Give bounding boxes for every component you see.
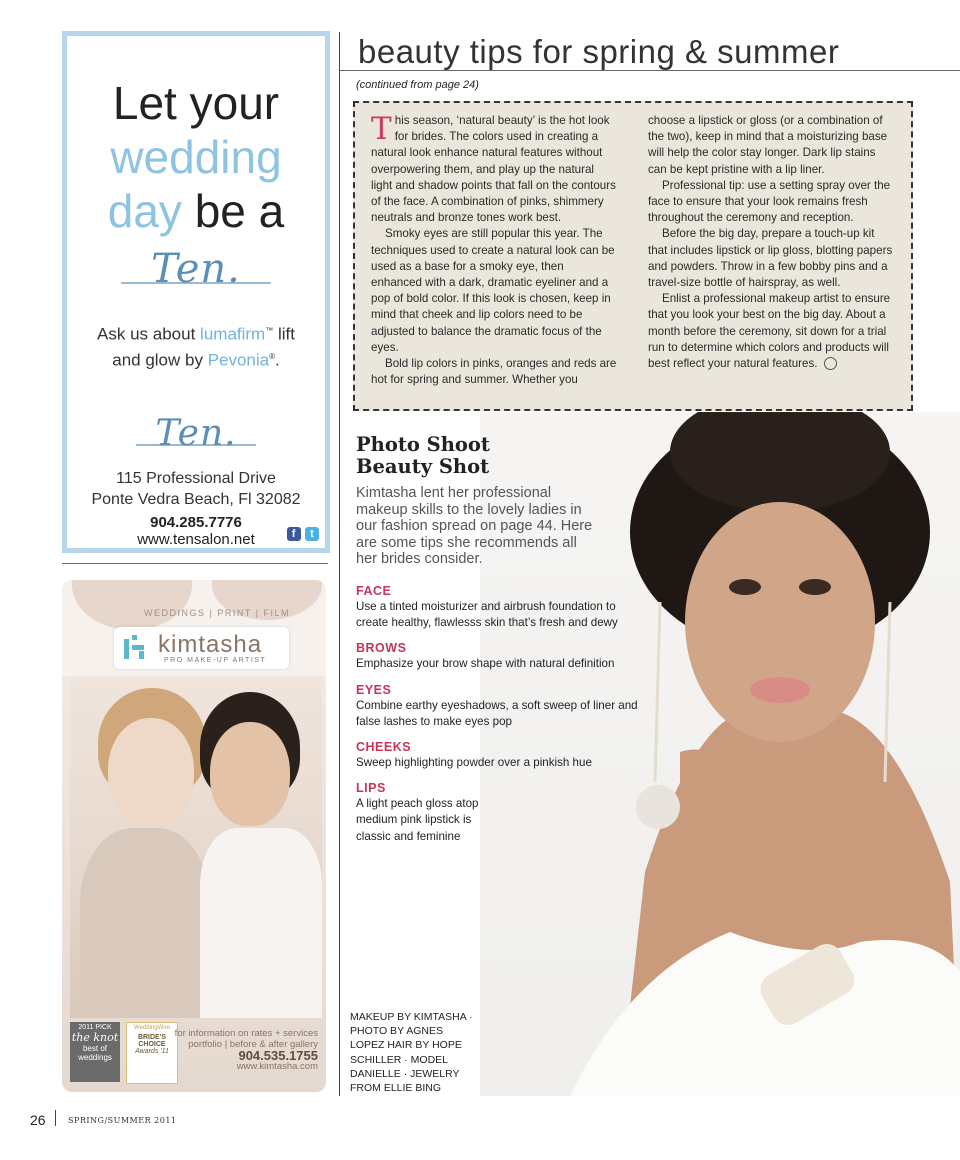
ten-ad-ask: Ask us about lumafirm™ lift and glow by Pevonia®.	[97, 324, 295, 370]
photo-credits: MAKEUP BY KIMTASHA · PHOTO BY AGNES LOPEZ HAIR BY HOPE SCHILLER · MODEL DANIELLE · JEWELRY FROM ELLIE BING	[350, 1011, 473, 1095]
model-face	[210, 722, 290, 826]
ten-logo-secondary: Ten.	[155, 413, 237, 455]
article-column-2: choose a lipstick or gloss (or a combination of the two), keep in mind that a moisturizing base will help the color stay longer. Dark lip stains can be kept pristine with a lip liner. Professional tip: use a setting spray over the face to ensure that your look remains fresh throughout the ceremony and reception. Before the big day, prepare a touch-up kit that includes lipstick or lip gloss, blotting papers and powders. Throw in a few bobby pins and a travel-size bottle of hairspray, as well. Enlist a professional makeup artist to ensure that you look your best on the big day. About a month before the ceremony, sit down for a trial run to determine which colors and products will best reflect your natural features.	[648, 114, 893, 371]
ten-address: 115 Professional Drive Ponte Vedra Beach, Fl 32082	[91, 470, 301, 509]
ten-phone: 904.285.7776	[150, 514, 242, 532]
wedding-wire-badge: WeddingWire BRIDE'S CHOICE Awards '11	[126, 1022, 178, 1084]
continued-note: (continued from page 24)	[356, 79, 479, 91]
ring-icon	[824, 357, 837, 370]
page-number: 26	[30, 1112, 46, 1128]
kimtasha-models-photo	[70, 678, 322, 1018]
drop-cap: T	[371, 111, 392, 147]
photo-shoot-intro: Kimtasha lent her professional makeup skills to the lovely ladies in our fashion spread on page 44. Here are some tips she recommends all her brides consider.	[356, 485, 593, 567]
model-dress	[80, 828, 210, 1018]
ten-website[interactable]: www.tensalon.net	[137, 531, 255, 549]
kimtasha-k-icon	[124, 635, 146, 661]
tip-brows: BROWS Emphasize your brow shape with natural definition	[356, 641, 615, 671]
footer-divider	[55, 1110, 56, 1126]
ten-logo: Ten.	[151, 246, 241, 292]
facebook-icon[interactable]: f	[287, 527, 301, 541]
tips-box	[353, 101, 913, 411]
twitter-icon[interactable]: t	[305, 527, 319, 541]
kim-contact: for information on rates + services portfolio | before & after gallery 904.535.1755 www.kimtasha.com	[174, 1028, 318, 1072]
article-headline: beauty tips for spring & summer	[358, 33, 840, 70]
tip-lips: LIPS A light peach gloss atop medium pink lipstick is classic and feminine	[356, 781, 479, 843]
kim-categories: WEDDINGS | PRINT | FILM	[144, 608, 291, 618]
tip-eyes: EYES Combine earthy eyeshadows, a soft sweep of liner and false lashes to make eyes pop	[356, 683, 638, 729]
kimtasha-ad	[62, 580, 326, 1092]
knot-badge: 2011 PICK the knot best of weddings	[70, 1022, 120, 1082]
model-dress	[200, 828, 322, 1018]
column-divider	[339, 32, 340, 1096]
tip-cheeks: CHEEKS Sweep highlighting powder over a pinkish hue	[356, 740, 592, 770]
model-face	[108, 718, 194, 826]
kimtasha-logo: kimtasha PRO MAKE-UP ARTIST	[114, 627, 289, 669]
decor-shape	[72, 580, 192, 630]
tip-face: FACE Use a tinted moisturizer and airbrush foundation to create healthy, flawlesss skin that’s fresh and dewy	[356, 584, 618, 630]
divider	[62, 563, 328, 564]
photo-shoot-title: Photo Shoot Beauty Shot	[356, 433, 490, 478]
ten-ad-headline: Let your wedding day be a	[107, 77, 285, 237]
article-column-1: This season, ‘natural beauty’ is the hot look for brides. The colors used in creating a natural look enhance natural features without overpowering them, and play up the natural light and shadow points that fall on the contours of the face. A combination of pinks, shimmery neutrals and bronze tones work best. Smoky eyes are still popular this year. The techniques used to create a natural look can be used as a base for a smoky eye, then enhanced with a dark, dramatic eyeliner and a pop of bold color. If this look is chosen, keep in mind that cheek and lip colors need to be adjusted to balance the dramatic focus of the eyes. Bold lip colors in pinks, oranges and reds are hot for spring and summer. Whether you	[371, 111, 617, 387]
issue-label: SPRING/SUMMER 2011	[68, 1116, 177, 1125]
ten-salon-ad	[62, 31, 330, 553]
